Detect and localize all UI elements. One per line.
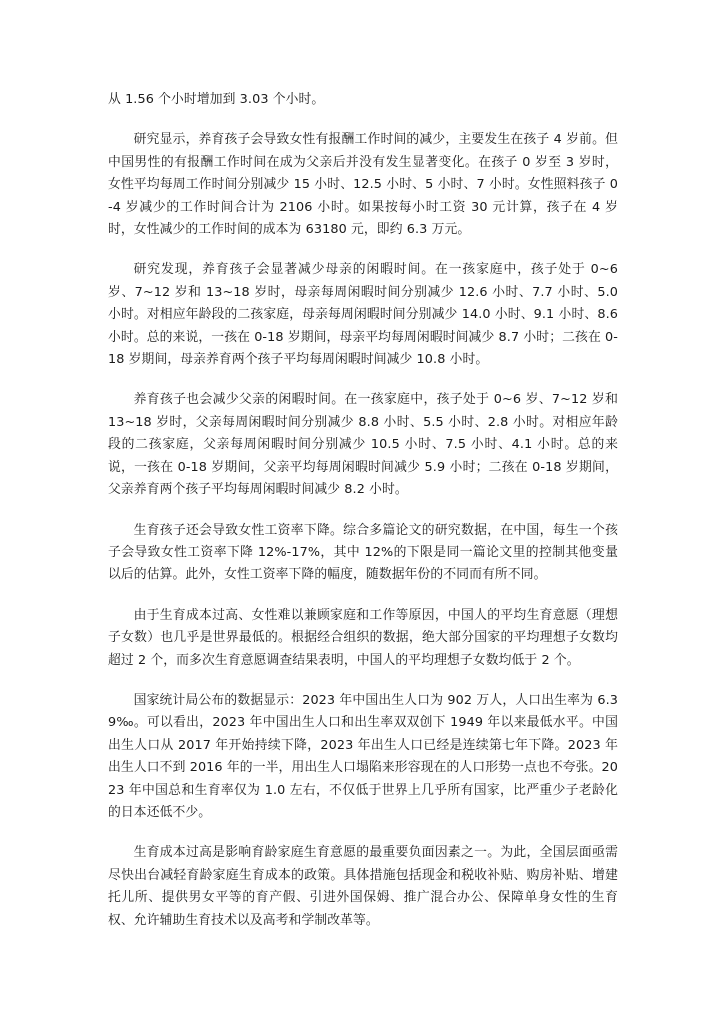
paragraph-policy-recommendations: 生育成本过高是影响育龄家庭生育意愿的最重要负面因素之一。为此，全国层面亟需尽快出台减轻育龄家庭生育成本的政策。具体措施包括现金和税收补贴、购房补贴、增建托儿所、提供男女平等的育产假、引进外国保姆、推广混合办公、保障单身女性的生育权、允许辅助生育技术以及高考和学制改革等。 — [108, 845, 618, 928]
paragraph-father-leisure: 养育孩子也会减少父亲的闲暇时间。在一孩家庭中，孩子处于 0~6 岁、7~12 岁和 13~18 岁时，父亲每周闲暇时间分别减少 8.8 小时、5.5 小时、2.8 小时。对相应年龄段的二孩家庭，父亲每周闲暇时间分别减少 10.5 小时、7.5 小时、4.1 小时。总的来说，一孩在 0-18 岁期间，父亲平均每周闲暇时间减少 5.9 小时；二孩在 0-18 岁期间，父亲养育两个孩子平均每周闲暇时间减少 8.2 小时。 — [108, 392, 618, 498]
paragraph-continuation: 从 1.56 个小时增加到 3.03 个小时。 — [108, 92, 325, 107]
paragraph-wage-rate: 生育孩子还会导致女性工资率下降。综合多篇论文的研究数据，在中国，每生一个孩子会导致女性工资率下降 12%-17%，其中 12%的下限是同一篇论文里的控制其他变量以后的估算。此外，女性工资率下降的幅度，随数据年份的不同而有所不同。 — [108, 522, 618, 583]
paragraph-women-paid-work: 研究显示，养育孩子会导致女性有报酬工作时间的减少，主要发生在孩子 4 岁前。但中国男性的有报酬工作时间在成为父亲后并没有发生显著变化。在孩子 0 岁至 3 岁时，女性平均每周工作时间分别减少 15 小时、12.5 小时、5 小时、7 小时。女性照料孩子 0-4 岁减少的工作时间合计为 2106 小时。如果按每小时工资 30 元计算，孩子在 4 岁时，女性减少的工作时间的成本为 63180 元，即约 6.3 万元。 — [108, 132, 618, 238]
paragraph-birth-statistics: 国家统计局公布的数据显示：2023 年中国出生人口为 902 万人，人口出生率为 6.39‰。可以看出，2023 年中国出生人口和出生率双双创下 1949 年以来最低水平。中国出生人口从 2017 年开始持续下降，2023 年出生人口已经是连续第七年下降。2023 年出生人口不到 2016 年的一半，用出生人口塌陷来形容现在的人口形势一点也不夸张。2023 年中国总和生育率仅为 1.0 左右，不仅低于世界上几乎所有国家，比严重少子老龄化的日本还低不少。 — [108, 692, 618, 820]
document-page — [108, 89, 618, 950]
paragraph-mother-leisure: 研究发现，养育孩子会显著减少母亲的闲暇时间。在一孩家庭中，孩子处于 0~6 岁、7~12 岁和 13~18 岁时，母亲每周闲暇时间分别减少 12.6 小时、7.7 小时、5.0 小时。对相应年龄段的二孩家庭，母亲每周闲暇时间分别减少 14.0 小时、9.1 小时、8.6 小时。总的来说，一孩在 0-18 岁期间，母亲平均每周闲暇时间减少 8.7 小时；二孩在 0-18 岁期间，母亲养育两个孩子平均每周闲暇时间减少 10.8 小时。 — [108, 262, 618, 368]
paragraph-fertility-intention: 由于生育成本过高、女性难以兼顾家庭和工作等原因，中国人的平均生育意愿（理想子女数）也几乎是世界最低的。根据经合组织的数据，绝大部分国家的平均理想子女数均超过 2 个，而多次生育意愿调查结果表明，中国人的平均理想子女数均低于 2 个。 — [108, 607, 618, 668]
